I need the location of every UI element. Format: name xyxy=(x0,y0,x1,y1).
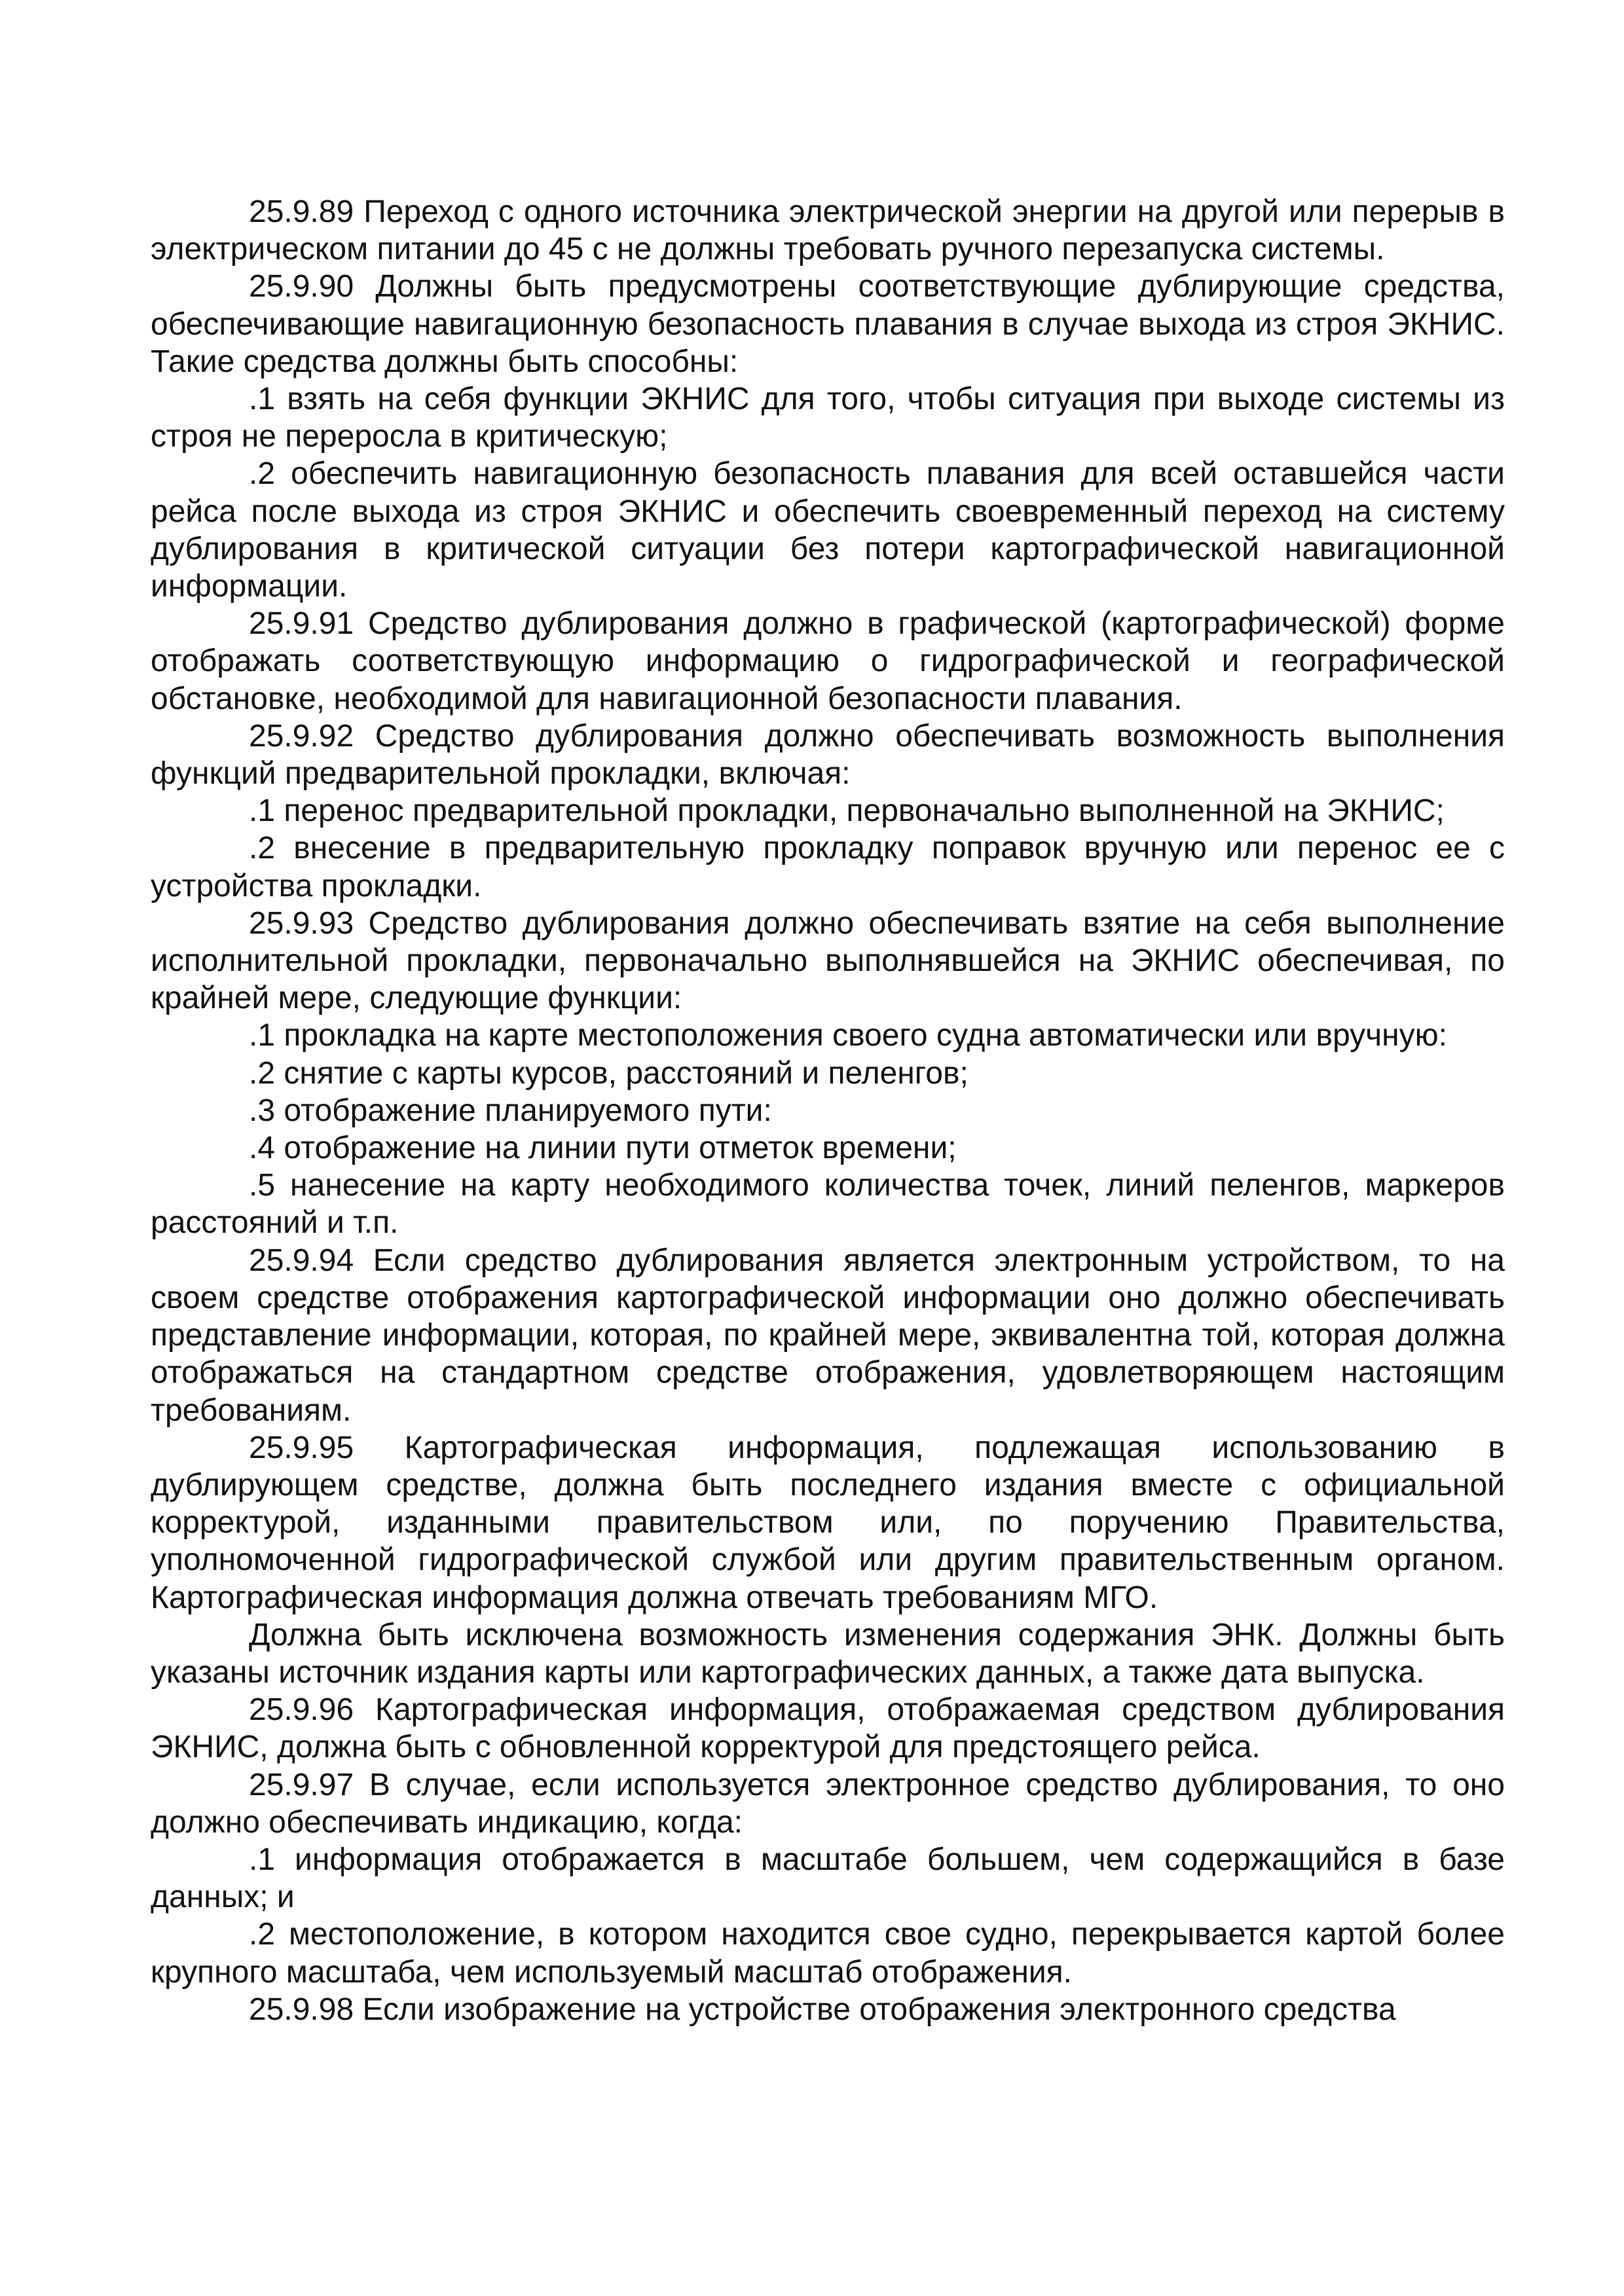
paragraph-enc-content: Должна быть исключена возможность изменения содержания ЭНК. Должны быть указаны источник издания карты или картографических данных, а также дата выпуска. xyxy=(151,1617,1505,1690)
list-item: .1 взять на себя функции ЭКНИС для того, чтобы ситуация при выходе системы из строя не переросла в критическую; xyxy=(151,382,1505,454)
paragraph-25-9-96: 25.9.96 Картографическая информация, отображаемая средством дублирования ЭКНИС, должна быть с обновленной корректурой для предстоящего рейса. xyxy=(151,1692,1505,1765)
list-item: .2 местоположение, в котором находится свое судно, перекрывается картой более крупного масштаба, чем используемый масштаб отображения. xyxy=(151,1917,1505,1990)
paragraph-25-9-94: 25.9.94 Если средство дублирования является электронным устройством, то на своем средстве отображения картографической информации оно должно обеспечивать представление информации, которая, по крайней мере, эквивалентна той, которая должна отображаться на стандартном средстве отображения, удовлетворяющем настоящим требованиям. xyxy=(151,1243,1505,1428)
list-item: .4 отображение на линии пути отметок времени; xyxy=(249,1131,957,1166)
paragraph-25-9-91: 25.9.91 Средство дублирования должно в графической (картографической) форме отображать соответствующую информацию о гидрографической и географической обстановке, необходимой для навигационной безопасности плавания. xyxy=(151,606,1505,716)
paragraph-25-9-95: 25.9.95 Картографическая информация, подлежащая использованию в дублирующем средстве, должна быть последнего издания вместе с официальной корректурой, изданными правительством или, по поручению Правительства, уполномоченной гидрографической службой или другим правительственным органом. Картографическая информация должна отвечать требованиям МГО. xyxy=(151,1430,1505,1615)
paragraph-25-9-92: 25.9.92 Средство дублирования должно обеспечивать возможность выполнения функций предварительной прокладки, включая: xyxy=(151,718,1505,792)
paragraph-25-9-98: 25.9.98 Если изображение на устройстве отображения электронного средства xyxy=(249,1992,1396,2027)
list-item: .2 обеспечить навигационную безопасность плавания для всей оставшейся части рейса после выхода из строя ЭКНИС и обеспечить своевременный переход на систему дублирования в критической ситуации без потери картографической навигационной информации. xyxy=(151,456,1505,604)
list-item: .1 информация отображается в масштабе большем, чем содержащийся в базе данных; и xyxy=(151,1842,1505,1915)
list-item: .1 перенос предварительной прокладки, первоначально выполненной на ЭКНИС; xyxy=(249,793,1445,829)
list-item: .3 отображение планируемого пути: xyxy=(249,1093,772,1128)
list-item: .2 снятие с карты курсов, расстояний и пеленгов; xyxy=(249,1055,969,1091)
list-item: .5 нанесение на карту необходимого количества точек, линий пеленгов, маркеров расстояний и т.п. xyxy=(151,1168,1505,1241)
paragraph-25-9-97: 25.9.97 В случае, если используется электронное средство дублирования, то оно должно обеспечивать индикацию, когда: xyxy=(151,1767,1505,1840)
document-page xyxy=(151,193,1505,2028)
paragraph-25-9-93: 25.9.93 Средство дублирования должно обеспечивать взятие на себя выполнение исполнительной прокладки, первоначально выполнявшейся на ЭКНИС обеспечивая, по крайней мере, следующие функции: xyxy=(151,905,1505,1016)
paragraph-25-9-90: 25.9.90 Должны быть предусмотрены соответствующие дублирующие средства, обеспечивающие навигационную безопасность плавания в случае выхода из строя ЭКНИС. Такие средства должны быть способны: xyxy=(151,269,1505,379)
list-item: .2 внесение в предварительную прокладку поправок вручную или перенос ее с устройства прокладки. xyxy=(151,831,1505,903)
paragraph-25-9-89: 25.9.89 Переход с одного источника электрической энергии на другой или перерыв в электрическом питании до 45 с не должны требовать ручного перезапуска системы. xyxy=(151,194,1505,267)
list-item: .1 прокладка на карте местоположения своего судна автоматически или вручную: xyxy=(249,1018,1447,1053)
